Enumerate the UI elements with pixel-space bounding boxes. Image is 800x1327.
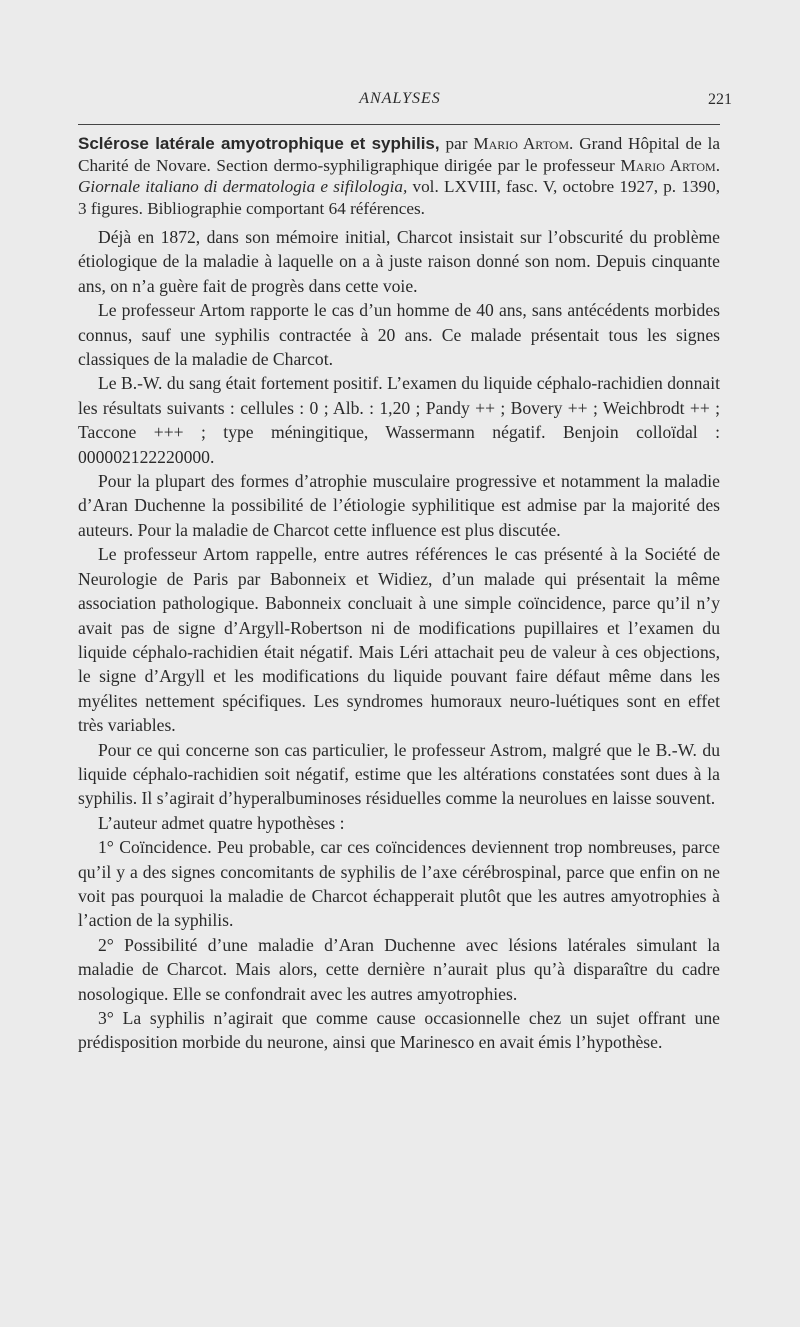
article-content [78,133,720,1055]
header-rule [78,124,720,125]
article-reference [78,133,720,219]
article-heading [78,133,720,219]
paragraph: Le professeur Artom rapporte le cas d’un homme de 40 ans, sans antécédents morbides connus, sauf une syphilis contractée à 20 ans. Ce malade présentait tous les signes classiques de la maladie de Charcot. [78,300,720,370]
article-author: Mario Artom. [473,134,574,153]
reference-part-1: Grand Hôpital de la Charité de Novare. Section dermo-syphiligraphique dirigée par le professeur [78,134,721,175]
paragraph: Le B.-W. du sang était fortement positif. L’examen du liquide céphalo-rachidien donnait les résultats suivants : cellules : 0 ; Alb. : 1,20 ; Pandy ++ ; Bovery ++ ; Weichbrodt ++ ; Taccone +++ ; type méningitique, Wassermann négatif. Benjoin colloïdal : 000002122220000. [78,373,720,467]
page-number: 221 [708,91,732,108]
paragraph: 2° Possibilité d’une maladie d’Aran Duchenne avec lésions latérales simulant la maladie de Charcot. Mais alors, cette dernière n’aurait plus qu’à disparaître du cadre nosologique. Elle se confondrait avec les autres amyotrophies. [78,934,720,1004]
paragraph: L’auteur admet quatre hypothèses : [98,812,345,833]
paragraph: Déjà en 1872, dans son mémoire initial, Charcot insistait sur l’obscurité du problème étiologique de la maladie à laquelle on a à juste raison donné son nom. Depuis cinquante ans, on n’a guère fait de progrès dans cette voie. [78,227,720,296]
by-word: par [445,134,468,153]
section-director: Mario Artom. [620,155,721,175]
paragraph: Pour ce qui concerne son cas particulier, le professeur Astrom, malgré que le B.-W. du liquide céphalo-rachidien soit négatif, estime que les altérations constatées sont dues à la syphilis. Il s’agirait d’hyperalbuminoses résiduelles comme la neurolues en laisse souvent. [78,739,720,809]
paragraph: Pour la plupart des formes d’atrophie musculaire progressive et notamment la maladie d’Aran Duchenne la possibilité de l’étiologie syphilitique est admise par la majorité des auteurs. Pour la maladie de Charcot cette influence est plus discutée. [78,471,720,540]
reference-part-2: vol. LXVIII, fasc. V, octobre 1927, p. 1390, 3 figures. Bibliographie comportant 64 références. [78,177,720,218]
journal-name: Giornale italiano di dermatologia e sifilologia, [78,177,408,196]
paragraph: 3° La syphilis n’agirait que comme cause occasionnelle chez un sujet offrant une prédisposition morbide du neurone, ainsi que Marinesco en avait émis l’hypothèse. [78,1008,720,1053]
paragraph: Le professeur Artom rappelle, entre autres références le cas présenté à la Société de Neurologie de Paris par Babonneix et Widiez, d’un malade qui présentait la même association pathologique. Babonneix concluait à une simple coïncidence, parce qu’il n’y avait pas de signe d’Argyll-Robertson ni de modifications pupillaires et l’examen du liquide céphalo-rachidien était négatif. Mais Léri attachait peu de valeur à ces objections, le signe d’Argyll et les modifications du liquide pouvant faire défaut même dans les myélites nettement spécifiques. Les syndromes humoraux neuro-luétiques sont en effet très variables. [78,544,720,736]
article-title: Sclérose latérale amyotrophique et syphilis, [78,134,440,153]
running-head [0,90,800,114]
running-title: ANALYSES [359,90,441,107]
paragraph: 1° Coïncidence. Peu probable, car ces coïncidences deviennent trop nombreuses, parce qu’il y a des signes concomitants de syphilis de l’axe cérébrospinal, parce que enfin on ne voit pas pourquoi la maladie de Charcot échapperait plutôt que les autres amyotrophies à l’action de la syphilis. [78,837,720,931]
article-body [78,225,720,1055]
